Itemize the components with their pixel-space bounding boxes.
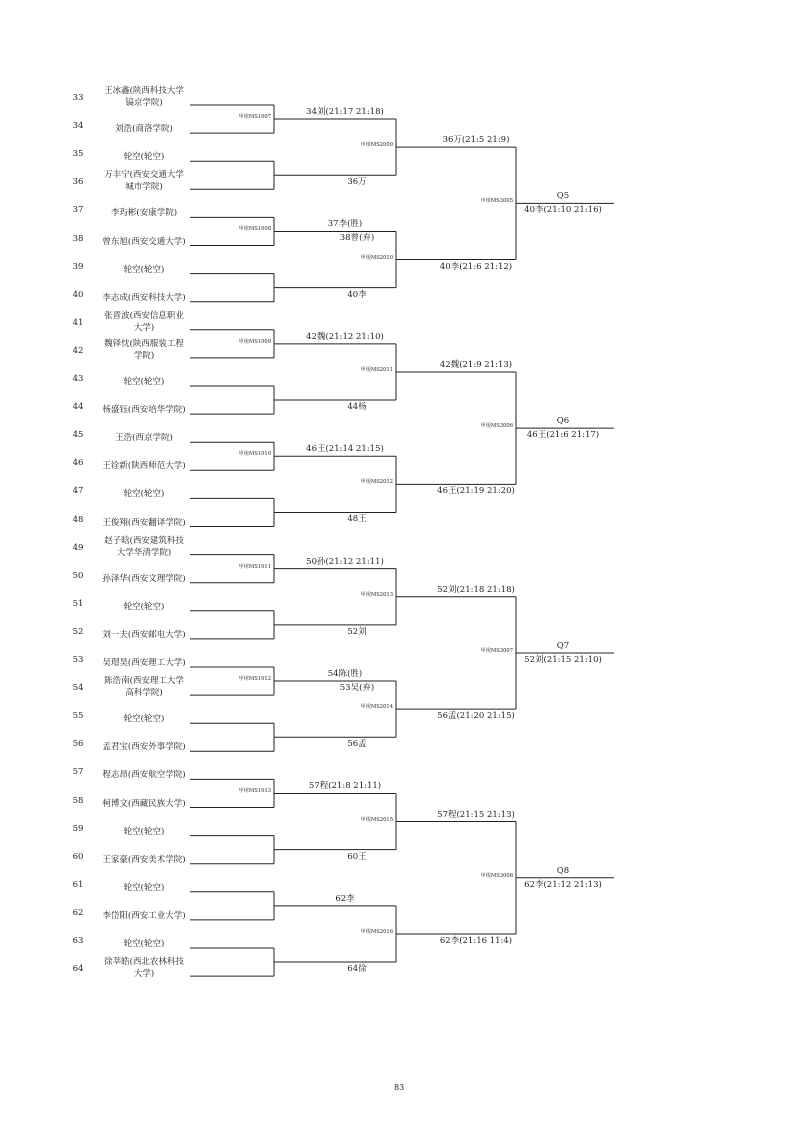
player-name <box>82 460 206 472</box>
round1-winner-label: 57程(21:8 21:11) <box>308 781 382 792</box>
seed-number: 54 <box>72 683 84 694</box>
round2-winner-label: 36万(21:5 21:9) <box>442 135 510 146</box>
seed-number: 51 <box>72 598 84 609</box>
player-name <box>82 338 206 362</box>
player-name-line: 杨盛钰(西安培华学院) <box>102 405 186 416</box>
seed-number: 45 <box>72 430 84 441</box>
player-name-line: 李志成(西安科技大学) <box>102 292 186 303</box>
player-name-line: 万丰宁(西安交通大学 <box>104 170 184 181</box>
player-name <box>82 769 206 781</box>
round2-winner-label: 57程(21:15 21:13) <box>437 809 515 820</box>
seed-number: 58 <box>72 795 84 806</box>
match-code: 甲组MS2011 <box>360 366 393 373</box>
round1-winner-label: 54陈(胜) <box>327 669 363 680</box>
qualifier-winner-label: 62李(21:12 21:13) <box>524 879 602 890</box>
player-name <box>82 956 206 980</box>
player-name <box>82 573 206 585</box>
player-name <box>82 123 206 135</box>
round2-winner-label: 46王(21:19 21:20) <box>437 486 515 497</box>
player-name <box>82 310 206 334</box>
match-code: 甲组MS3008 <box>480 872 513 879</box>
player-name <box>82 601 206 613</box>
player-name <box>82 675 206 699</box>
round1-winner-label: 46王(21:14 21:15) <box>306 444 384 455</box>
player-name-line: 刘浩(商洛学院) <box>115 124 173 135</box>
player-name-line: 魏铎忱(陕西服装工程 <box>104 338 184 349</box>
seed-number: 39 <box>72 261 84 272</box>
player-name-line: 城市学院) <box>125 182 163 193</box>
match-code: 甲组MS2010 <box>360 254 393 261</box>
player-name <box>82 713 206 725</box>
player-name <box>82 85 206 109</box>
seed-number: 35 <box>72 149 84 160</box>
player-name <box>82 657 206 669</box>
seed-number: 57 <box>72 767 84 778</box>
player-name-line: 孟君宝(西安外事学院) <box>102 742 186 753</box>
player-name <box>82 798 206 810</box>
player-name <box>82 207 206 219</box>
player-name <box>82 882 206 894</box>
round1-result-label: 44杨 <box>347 402 367 413</box>
round1-result-label: 48王 <box>347 514 367 525</box>
player-name-line: 赵子晗(西安建筑科技 <box>104 535 184 546</box>
player-name-line: 吴瑁昊(西安理工大学) <box>102 658 186 668</box>
seed-number: 62 <box>72 907 84 918</box>
seed-number: 42 <box>72 345 84 356</box>
player-name-line: 徐莘皓(西北农林科技 <box>104 957 184 968</box>
seed-number: 56 <box>72 739 84 750</box>
player-name-line: 王浩(西京学院) <box>115 433 173 444</box>
qualifier-label: Q6 <box>556 416 570 427</box>
round1-winner-label: 42魏(21:12 21:10) <box>306 331 384 342</box>
player-name-line: 大学) <box>133 969 155 980</box>
player-name-line: 刘一夫(西安邮电大学) <box>102 629 186 640</box>
round1-result-label: 64徐 <box>347 964 367 975</box>
seed-number: 64 <box>72 964 84 975</box>
seed-number: 37 <box>72 205 84 216</box>
player-name-line: 大学华清学院) <box>116 547 172 558</box>
match-code: 甲组MS1012 <box>238 676 271 683</box>
player-name-line: 轮空(轮空) <box>123 939 165 949</box>
player-name-line: 轮空(轮空) <box>123 601 165 612</box>
player-name-line: 轮空(轮空) <box>123 152 165 163</box>
match-code: 甲组MS1013 <box>238 788 271 795</box>
round1-winner-label: 34刘(21:17 21:18) <box>306 107 384 118</box>
round2-winner-label: 56孟(21:20 21:15) <box>437 711 515 722</box>
match-code: 甲组MS1007 <box>238 114 271 121</box>
match-code: 甲组MS1011 <box>238 563 271 570</box>
player-name-line: 学院) <box>133 350 155 361</box>
seed-number: 48 <box>72 514 84 525</box>
player-name <box>82 169 206 193</box>
match-code: 甲组MS3005 <box>480 198 513 205</box>
match-code: 甲组MS1009 <box>238 338 271 345</box>
player-name <box>82 376 206 388</box>
player-name-line: 孙泽华(西安文理学院) <box>102 573 186 584</box>
player-name <box>82 292 206 304</box>
qualifier-label: Q8 <box>556 865 570 876</box>
player-name-line: 轮空(轮空) <box>123 377 165 387</box>
player-name-line: 王家豪(西安美术学院) <box>102 854 186 865</box>
match-code: 甲组MS2016 <box>360 928 393 935</box>
player-name-line: 王冰鑫(陕西科技大学 <box>104 86 184 96</box>
player-name <box>82 264 206 276</box>
player-name-line: 王铨新(陕西师范大学) <box>102 461 186 472</box>
round1-winner-label: 37李(胜) <box>327 219 363 230</box>
seed-number: 44 <box>72 402 84 413</box>
player-name-line: 王俊翔(西安翻译学院) <box>102 517 186 528</box>
qualifier-label: Q5 <box>556 191 570 202</box>
seed-number: 49 <box>72 542 84 553</box>
match-code: 甲组MS3006 <box>480 423 513 430</box>
player-name <box>82 629 206 641</box>
match-code: 甲组MS1008 <box>238 226 271 233</box>
round1-winner-label: 62李 <box>335 893 355 904</box>
round1-result-label: 56孟 <box>347 739 367 750</box>
seed-number: 47 <box>72 486 84 497</box>
player-name <box>82 826 206 838</box>
player-name-line: 李玙彬(安康学院) <box>110 208 178 219</box>
qualifier-winner-label: 40李(21:10 21:16) <box>524 205 602 216</box>
player-name-line: 轮空(轮空) <box>123 489 165 500</box>
round2-winner-label: 62李(21:16 11:4) <box>439 935 513 946</box>
match-code: 甲组MS1010 <box>238 451 271 458</box>
round1-result-label: 36万 <box>347 177 367 188</box>
round1-winner-label: 50孙(21:12 21:11) <box>306 556 384 567</box>
match-code: 甲组MS2015 <box>360 816 393 823</box>
round2-winner-label: 42魏(21:9 21:13) <box>439 359 513 370</box>
player-name-line: 陈浩南(西安理工大学 <box>104 676 184 687</box>
player-name-line: 镐京学院) <box>125 98 163 108</box>
seed-number: 41 <box>72 317 84 328</box>
player-name-line: 轮空(轮空) <box>123 264 165 275</box>
seed-number: 38 <box>72 233 84 244</box>
seed-number: 34 <box>72 121 84 132</box>
player-name <box>82 404 206 416</box>
player-name-line: 高科学院) <box>125 688 163 699</box>
player-name <box>82 854 206 866</box>
player-name <box>82 151 206 163</box>
player-name-line: 程志昂(西安航空学院) <box>102 770 186 781</box>
seed-number: 55 <box>72 711 84 722</box>
round1-result-label: 40李 <box>347 289 367 300</box>
seed-number: 40 <box>72 289 84 300</box>
player-name <box>82 236 206 248</box>
player-name-line: 李岱阳(西安工业大学) <box>102 910 186 921</box>
player-name <box>82 938 206 950</box>
match-code: 甲组MS2013 <box>360 591 393 598</box>
player-name <box>82 517 206 529</box>
seed-number: 59 <box>72 823 84 834</box>
round1-result-label: 52刘 <box>347 626 367 637</box>
match-code: 甲组MS3007 <box>480 647 513 654</box>
player-name-line: 柯博文(西藏民族大学) <box>102 798 186 809</box>
match-code: 甲组MS2014 <box>360 704 393 711</box>
match-code: 甲组MS2012 <box>360 479 393 486</box>
seed-number: 53 <box>72 655 84 665</box>
seed-number: 43 <box>72 374 84 384</box>
qualifier-winner-label: 46王(21:6 21:17) <box>526 430 600 441</box>
seed-number: 63 <box>72 936 84 946</box>
seed-number: 33 <box>72 93 84 103</box>
player-name <box>82 535 206 559</box>
seed-number: 52 <box>72 626 84 637</box>
seed-number: 46 <box>72 458 84 469</box>
qualifier-label: Q7 <box>556 640 570 651</box>
page-number: 83 <box>394 1083 405 1092</box>
player-name <box>82 432 206 444</box>
seed-number: 50 <box>72 570 84 581</box>
player-name <box>82 741 206 753</box>
player-name-line: 轮空(轮空) <box>123 882 165 893</box>
match-code: 甲组MS2009 <box>360 142 393 149</box>
round2-winner-label: 52刘(21:18 21:18) <box>437 584 515 595</box>
seed-number: 36 <box>72 177 84 188</box>
player-name-line: 张晋波(西安信息职业 <box>104 310 184 321</box>
round1-result-label: 53吴(弃) <box>339 683 375 694</box>
seed-number: 61 <box>72 879 84 890</box>
player-name-line: 大学) <box>133 322 155 333</box>
player-name <box>82 910 206 922</box>
player-name-line: 曾东旭(西安交通大学) <box>102 236 186 247</box>
player-name-line: 轮空(轮空) <box>123 714 165 725</box>
player-name-line: 轮空(轮空) <box>123 826 165 837</box>
round2-winner-label: 40李(21:6 21:12) <box>439 261 513 272</box>
seed-number: 60 <box>72 851 84 862</box>
round1-result-label: 38曾(弃) <box>339 233 375 244</box>
qualifier-winner-label: 52刘(21:15 21:10) <box>524 654 602 665</box>
round1-result-label: 60王 <box>347 851 367 862</box>
player-name <box>82 488 206 500</box>
